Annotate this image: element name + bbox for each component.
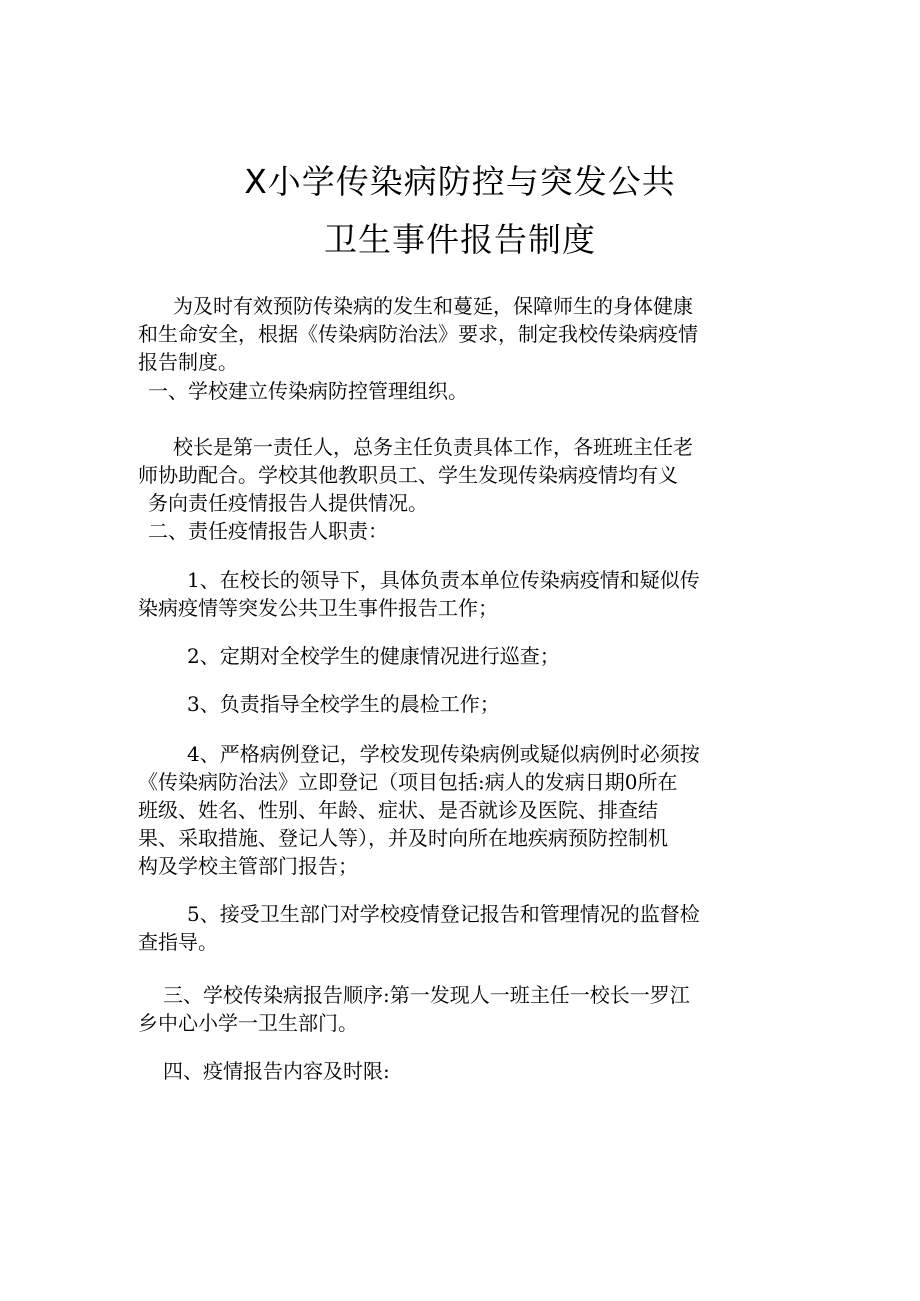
section-3-line: 乡中心小学一卫生部门。 bbox=[138, 1011, 358, 1035]
item-4-line: 4、严格病例登记，学校发现传染病例或疑似病例时必须按 bbox=[187, 742, 700, 766]
document-title-line-1: X小学传染病防控与突发公共 bbox=[244, 162, 676, 201]
item-4-line: 果、采取措施、登记人等），并及时向所在地疾病预防控制机 bbox=[138, 826, 668, 850]
item-4-line: 班级、姓名、性别、年龄、症状、是否就诊及医院、排查结 bbox=[138, 798, 658, 822]
item-5-line: 查指导。 bbox=[138, 930, 218, 954]
item-4 bbox=[187, 740, 700, 768]
document-title-line-2: 卫生事件报告制度 bbox=[324, 220, 596, 259]
item-1-cont bbox=[138, 594, 498, 622]
section-1-body-cont bbox=[138, 461, 678, 489]
section-1-heading: 一、学校建立传染病防控管理组织。 bbox=[148, 379, 468, 403]
section-1-line: 校长是第一责任人，总务主任负责具体工作，各班班主任老 bbox=[173, 435, 693, 459]
item-5 bbox=[187, 900, 700, 928]
section-3-line: 三、学校传染病报告顺序:第一发现人一班主任一校长一罗江 bbox=[163, 983, 690, 1007]
item-2: 2、定期对全校学生的健康情况进行巡查； bbox=[187, 644, 560, 668]
item-1-line: 染病疫情等突发公共卫生事件报告工作； bbox=[138, 596, 498, 620]
section-4-heading: 四、疫情报告内容及时限: bbox=[163, 1059, 390, 1083]
intro-line: 报告制度。 bbox=[138, 350, 238, 374]
section-1-line: 务向责任疫情报告人提供情况。 bbox=[148, 491, 428, 515]
item-1 bbox=[187, 566, 700, 594]
intro-paragraph bbox=[173, 292, 693, 320]
item-3: 3、负责指导全校学生的晨检工作； bbox=[187, 692, 500, 716]
section-1-body-cont-2 bbox=[148, 489, 428, 517]
section-1-body bbox=[173, 433, 693, 461]
section-3 bbox=[163, 981, 690, 1009]
item-1-line: 1、在校长的领导下，具体负责本单位传染病疫情和疑似传 bbox=[187, 568, 700, 592]
item-4-cont bbox=[138, 768, 677, 880]
intro-line: 和生命安全，根据《传染病防治法》要求，制定我校传染病疫情 bbox=[138, 322, 698, 346]
section-1-line: 师协助配合。学校其他教职员工、学生发现传染病疫情均有义 bbox=[138, 463, 678, 487]
intro-paragraph-cont bbox=[138, 320, 698, 376]
section-3-cont bbox=[138, 1009, 358, 1037]
item-4-line: 《传染病防治法》立即登记（项目包括:病人的发病日期0所在 bbox=[138, 770, 678, 794]
item-5-line: 5、接受卫生部门对学校疫情登记报告和管理情况的监督检 bbox=[187, 902, 700, 926]
intro-line: 为及时有效预防传染病的发生和蔓延，保障师生的身体健康 bbox=[173, 294, 693, 318]
item-5-cont bbox=[138, 928, 218, 956]
item-4-line: 构及学校主管部门报告； bbox=[138, 854, 358, 878]
section-2-heading: 二、责任疫情报告人职责： bbox=[148, 519, 388, 543]
